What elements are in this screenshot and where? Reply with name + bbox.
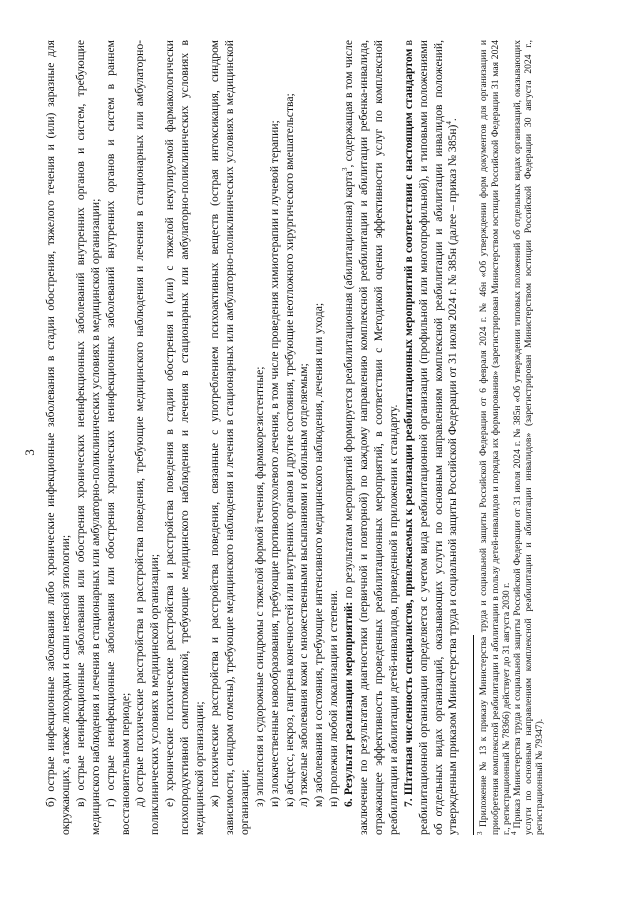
section-6-heading: 6. Результат реализации мероприятий: (342, 601, 356, 807)
list-item-d: д) острые психические расстройства и расстройства поведения, требующие медицинского наблюдения и лечения в стационарных или амбулаторно-поликлинических условиях в медицинской организации; (133, 40, 162, 835)
list-item-v: в) острые неинфекционные заболевания или обострения хронических неинфекционных заболеваний внутренних органов и систем, требующие медицинского наблюдения и лечения в стационарных или амбулаторно-поликлинических условиях в медицинской организации; (73, 40, 102, 835)
list-item-b: б) острые инфекционные заболевания либо хронические инфекционные заболевания в стадии обострения, тяжелого течения и (или) заразные для окружающих, а также лихорадки и сыпи неясной этиологии; (44, 40, 72, 835)
section-6-text: по результатам мероприятий формируется реабилитационная (абилитационная) карта (342, 171, 356, 602)
document-body (44, 40, 546, 835)
footnote-mark-4: 4 (509, 831, 518, 835)
list-item-n: н) пролежни любой локализации и степени. (327, 590, 341, 807)
footnote-ref-3: 3 (341, 167, 350, 172)
list-item-i: и) злокачественные новообразования, требующие противоопухолевого лечения, в том числе проведения химиотерапии и лучевой терапии; (267, 120, 281, 807)
list-item-zh: ж) психические расстройства и расстройства поведения, связанные с употреблением психоактивных веществ (острая интоксикация, синдром зависимости, синдром отмены), требующие медицинского наблюдения и лечения в стационарных или амбулаторно-поликлинических условиях в медицинской организации; (207, 40, 251, 835)
list-item-g: г) острые неинфекционные заболевания или обострения хронических неинфекционных заболеваний внутренних органов и систем в раннем восстановительном периоде; (103, 40, 132, 835)
section-7-text: в реабилитационной организации определяется с учетом вида реабилитационной организации (профильной или многопрофильной), и типовыми положениями об отдельных видах организаций, оказывающих услуги по основным направлениям комплексной реабилитации и абилитации инвалидов положений, утвержденным приказом Министерства труда и социальной защиты Российской Федерации от 31 июля 2024 г. № 385н (далее – приказ № 385н) (401, 40, 460, 835)
list-item-l: л) тяжелые заболевания кожи с множественными высыпаниями и обильным отделяемым; (297, 363, 311, 807)
section-7-heading: 7. Штатная численность специалистов, привлекаемых к реализации реабилитационных мероприятий в соответствии с настоящим стандартом (401, 48, 415, 807)
list-item-m: м) заболевания и состояния, требующие интенсивного медицинского наблюдения, лечения или ухода; (312, 302, 326, 807)
list-item-z: з) эпилепсия и судорожные синдромы с тяжелой формой течения, фармакорезистентные; (252, 366, 266, 807)
list-item-k: к) абсцесс, некроз, гангрена конечностей или внутренних органов и другие состояния, требующие неотложного хирургического вмешательства; (282, 93, 296, 807)
section-6-paragraph (342, 40, 402, 835)
footnote-mark-3: 3 (476, 831, 485, 835)
section-7-end: . (446, 118, 460, 122)
footnote-3-text: Приложение № 13 к приказу Министерства труда и социальной защиты Российской Федерации от 6 февраля 2024 г. № 46н «Об утверждении форм документов для организации и приобретения комплексной реабилитации и абилитации в пользу детей-инвалидов и порядка их формирования» (зарегистрирован Министерством юстиции Российской Федерации 31 мая 2024 г., регистрационный № 78366) действует до 31 августа 2030 г. (478, 39, 512, 835)
footnote-3 (478, 40, 512, 835)
list-item-e: е) хронические психические расстройства и расстройства поведения в стадии обострения и (или) с тяжелой некупируемой фармакологически психопродуктивной симптоматикой, требующие медицинского наблюдения и лечения в стационарных или амбулаторно-поликлинических условиях в медицинской организации; (163, 40, 207, 835)
section-7-paragraph (402, 40, 462, 835)
footnote-4-text: Приказ Министерства труда и социальной защиты Российской Федерации от 31 июля 2024 г. № 385н «Об утверждении типовых положений об отдельных видах организаций, оказывающих услуги по основным направлениям комплексной реабилитации и абилитации инвалидов» (зарегистрирован Министерством юстиции Российской Федерации 30 августа 2024 г., регистрационный № 79347). (511, 40, 546, 835)
footnote-ref-4: 4 (445, 121, 454, 125)
footnote-4 (509, 40, 546, 835)
page-number: 3 (22, 449, 37, 456)
footnote-divider (473, 635, 474, 835)
section-6-text-continued: , содержащая в том числе заключение по результатам диагностики (первичной и повторной) по каждому направлению комплексной реабилитации и абилитации ребенка-инвалида, отражающее эффективность проведенных реабилитационных мероприятий, в соответствии с Методикой оценки эффективности услуг по комплексной реабилитации и абилитации детей-инвалидов, приведенной в приложении к стандарту. (342, 40, 400, 835)
